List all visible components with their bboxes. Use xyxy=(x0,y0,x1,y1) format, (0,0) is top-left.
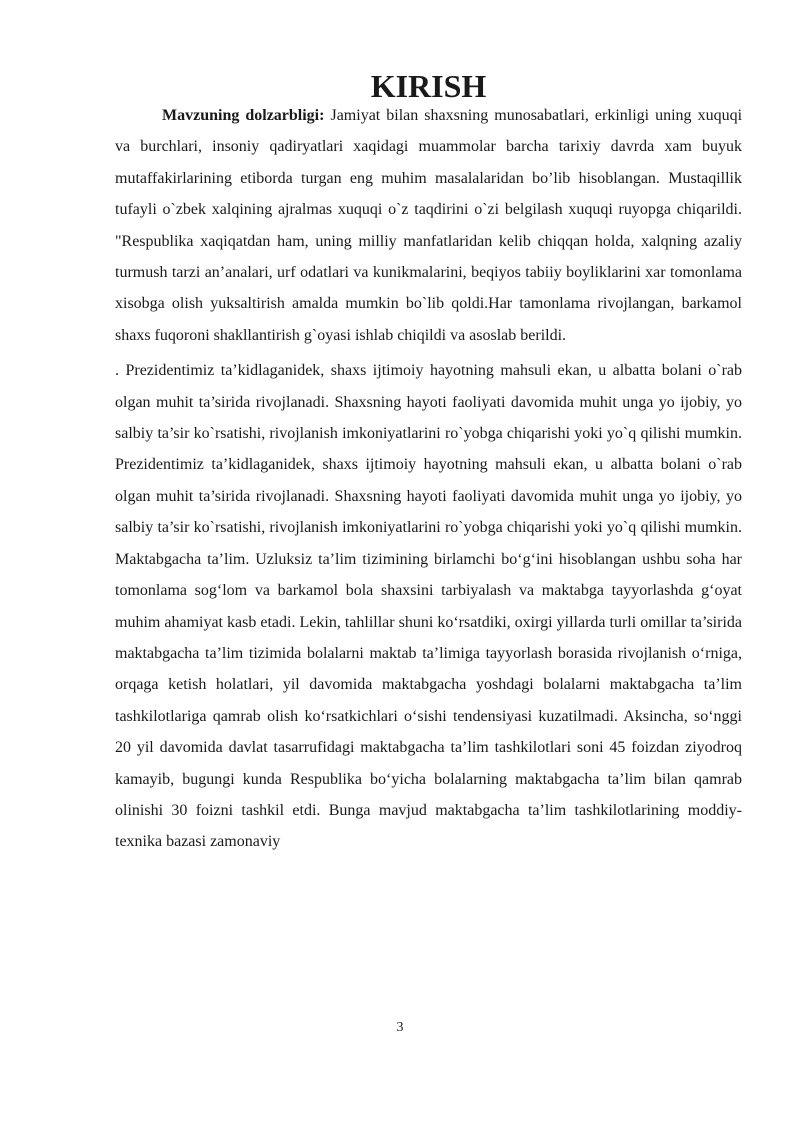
intro-paragraph-text: Jamiyat bilan shaxsning munosabatlari, erkinligi uning xuquqi va burchlari, insoniy qadiryatlari xaqidagi muammolar barcha tarixiy davrda xam buyuk mutaffakirlarining etiborda turgan eng muhim masalalaridan bo’lib hisoblangan. Mustaqillik tufayli o`zbek xalqining ajralmas xuquqi o`z taqdirini o`zi belgilash xuquqi ruyopga chiqarildi. "Respublika xaqiqatdan ham, uning milliy manfatlaridan kelib chiqqan holda, xalqning azaliy turmush tarzi an’analari, urf odatlari va kunikmalarini, beqiyos tabiiy boyliklarini xar tomonlama xisobga olish yuksaltirish amalda mumkin bo`lib qoldi.Har tamonlama rivojlangan, barkamol shaxs fuqoroni shakllantirish g`oyasi ishlab chiqildi va asoslab berildi. xyxy=(115,107,743,344)
section-heading: KIRISH xyxy=(370,68,487,104)
page-content xyxy=(115,68,743,858)
paragraph-lead: Mavzuning dolzarbligi: xyxy=(162,107,325,124)
body-paragraph: . Prezidentimiz ta’kidlaganidek, shaxs ijtimoiy hayotning mahsuli ekan, u albatta bolani o`rab olgan muhit ta’sirida rivojlanadi. Shaxsning hayoti faoliyati davomida muhit unga yo ijobiy, yo salbiy ta’sir ko`rsatishi, rivojlanish imkoniyatlarini ro`yobga chiqarishi yoki yo`q qilishi mumkin. Prezidentimiz ta’kidlaganidek, shaxs ijtimoiy hayotning mahsuli ekan, u albatta bolani o`rab olgan muhit ta’sirida rivojlanadi. Shaxsning hayoti faoliyati davomida muhit unga yo ijobiy, yo salbiy ta’sir ko`rsatishi, rivojlanish imkoniyatlarini ro`yobga chiqarishi yoki yo`q qilishi mumkin. Maktabgacha ta’lim. Uzluksiz ta’lim tizimining birlamchi bo‘g‘ini hisoblangan ushbu soha har tomonlama sog‘lom va barkamol bola shaxsini tarbiyalash va maktabga tayyorlashda g‘oyat muhim ahamiyat kasb etadi. Lekin, tahlillar shuni ko‘rsatdiki, oxirgi yillarda turli omillar ta’sirida maktabgacha ta’lim tizimida bolalarni maktab ta’limiga tayyorlash borasida rivojlanish o‘rniga, orqaga ketish holatlari, yil davomida maktabgacha yoshdagi bolalarni maktabgacha ta’lim tashkilotlariga qamrab olish ko‘rsatkichlari o‘sishi tendensiyasi kuzatilmadi. Aksincha, so‘nggi 20 yil davomida davlat tasarrufidagi maktabgacha ta’lim tashkilotlari soni 45 foizdan ziyodroq kamayib, bugungi kunda Respublika bo‘yicha bolalarning maktabgacha ta’lim bilan qamrab olinishi 30 foizni tashkil etdi. Bunga mavjud maktabgacha ta’lim tashkilotlarining moddiy-texnika bazasi zamonaviy xyxy=(115,362,742,851)
page-number: 3 xyxy=(396,1020,404,1035)
intro-paragraph xyxy=(115,100,742,351)
